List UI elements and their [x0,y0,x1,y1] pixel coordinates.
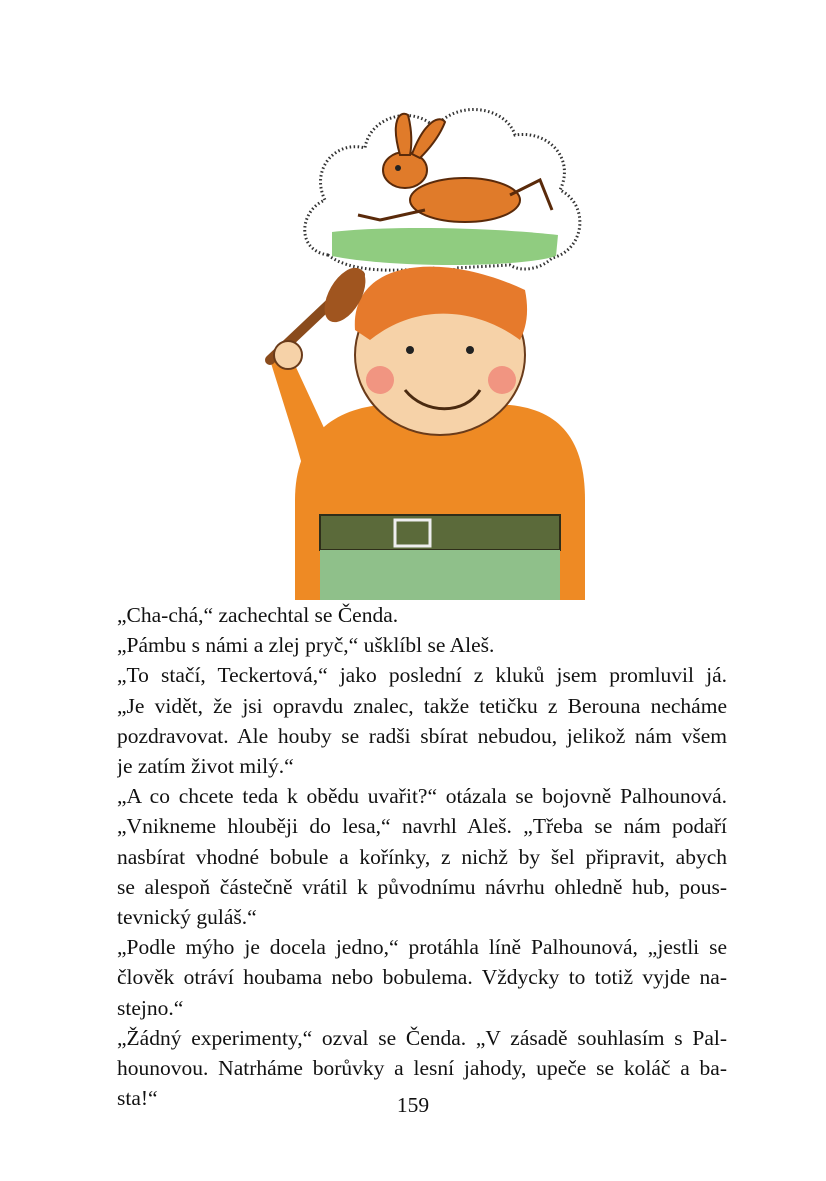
boy-thinking-of-rabbit-illustration [240,60,600,600]
text-line: „Podle mýho je docela jedno,“ protáhla líně Palhounová, „jestli se [117,935,727,960]
text-line: „To stačí, Teckertová,“ jako poslední z kluků jsem promluvil já. [117,663,727,688]
text-line: „Cha-chá,“ zachechtal se Čenda. [117,603,399,627]
text-line: pozdravovat. Ale houby se radši sbírat nebudou, jelikož nám všem [117,723,727,748]
body-text [117,600,727,1113]
text-line: „Pámbu s námi a zlej pryč,“ ušklíbl se Aleš. [117,633,495,658]
text-line: „Žádný experimenty,“ ozval se Čenda. „V zásadě souhlasím s Pal- [117,1025,727,1050]
text-line: se alespoň částečně vrátil k původnímu návrhu ohledně hub, pous- [117,874,727,899]
text-line: hounovou. Natrháme borůvky a lesní jahody, upeče se koláč a ba- [117,1056,727,1081]
text-line: tevnický guláš.“ [117,905,257,930]
boy-drawing [270,261,585,600]
text-line: „Vnikneme hlouběji do lesa,“ navrhl Aleš. „Třeba se nám podaří [117,814,727,839]
text-line: „Je vidět, že jsi opravdu znalec, takže tetičku z Berouna necháme [117,693,727,718]
page-number: 159 [396,1093,430,1117]
text-line: stejno.“ [117,995,184,1020]
text-line: „A co chcete teda k obědu uvařit?“ otázala se bojovně Palhounová. [117,784,727,809]
text-line: nasbírat vhodné bobule a kořínky, z nichž by šel připravit, abych [117,844,727,869]
text-line: sta!“ [117,1086,158,1111]
text-line: člověk otráví houbama nebo bobulema. Vždycky to totiž vyjde na- [117,965,727,990]
text-line: je zatím život milý.“ [117,754,294,779]
